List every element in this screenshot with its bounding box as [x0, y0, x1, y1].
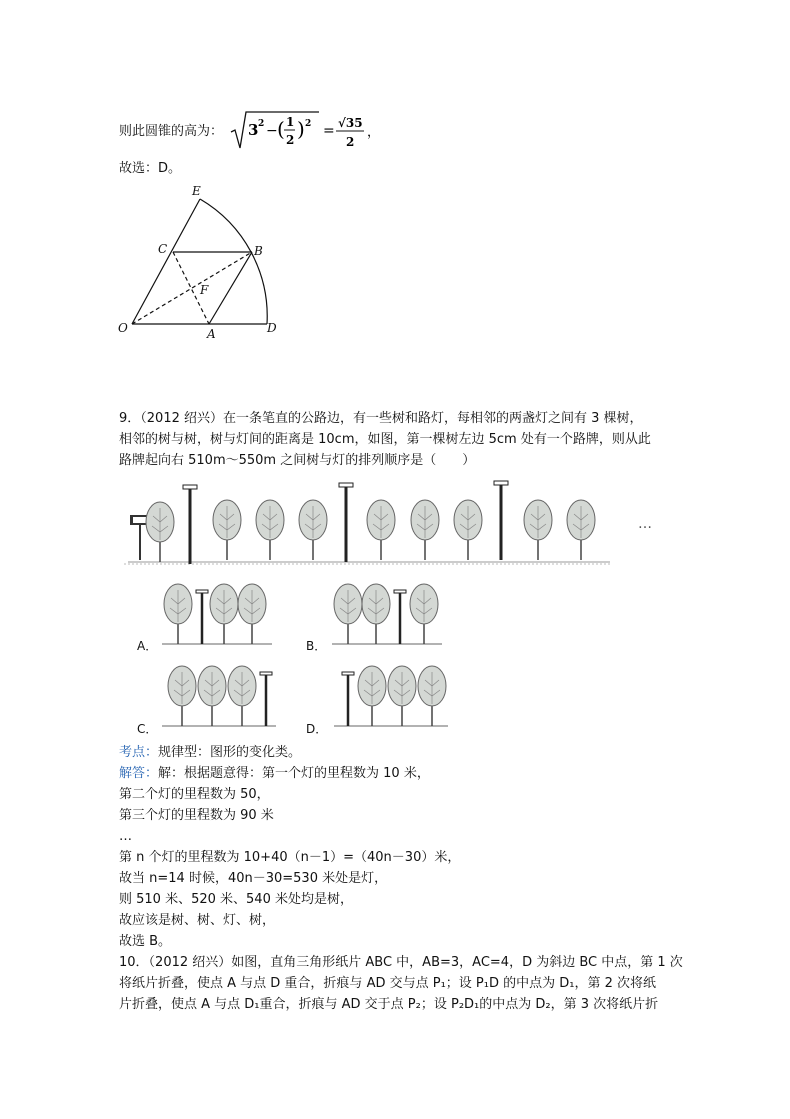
solution-line1: 解：根据题意得：第一个灯的里程数为 10 米，	[158, 766, 430, 781]
option-a-figure	[160, 588, 275, 648]
tree-icon	[228, 666, 256, 726]
solution-line9: 故选 B。	[119, 934, 172, 949]
tree-icon	[418, 666, 446, 726]
frac-numerator: 1	[286, 115, 295, 129]
option-a-label: A．	[137, 639, 158, 653]
label-C: C	[158, 242, 168, 256]
label-A: A	[207, 327, 216, 341]
svg-text:(: (	[277, 117, 285, 141]
option-c-figure	[160, 670, 280, 730]
option-d-label: D．	[306, 722, 328, 736]
formula-prefix: 则此圆锥的高为：	[119, 124, 224, 139]
q9-line2: 相邻的树与树，树与灯间的距离是 10cm，如图，第一棵树左边 5cm 处有一个路牌，则从此	[119, 432, 651, 447]
sector-rhombus-figure	[110, 182, 290, 342]
lamp-icon	[183, 485, 197, 564]
tree-icon	[213, 500, 241, 560]
kaodian-line	[119, 744, 301, 762]
jieda-label: 解答：	[119, 766, 159, 781]
option-b-figure	[330, 588, 445, 648]
radicand-base: 3	[248, 121, 259, 139]
label-F: F	[200, 283, 209, 297]
tree-icon	[299, 500, 327, 560]
formula-expression	[227, 106, 381, 154]
tree-icon	[164, 584, 192, 644]
solution-line7: 则 510 米、520 米、540 米处均是树，	[119, 892, 353, 907]
tree-icon	[198, 666, 226, 726]
tree-icon	[256, 500, 284, 560]
exponent-2: 2	[305, 119, 312, 129]
tree-icon	[524, 500, 552, 560]
label-O: O	[118, 321, 128, 335]
lamp-icon	[260, 672, 272, 726]
frac-denominator: 2	[286, 133, 295, 147]
answer-8: 故选：D。	[119, 161, 182, 176]
lamp-icon	[494, 481, 508, 560]
tree-icon	[567, 500, 595, 560]
label-E: E	[192, 184, 201, 198]
lamp-icon	[394, 590, 406, 644]
kaodian-label: 考点：	[119, 745, 159, 760]
solution-line6: 故当 n=14 时候，40n－30=530 米处是灯，	[119, 871, 388, 886]
q9-line1: 9．（2012 绍兴）在一条笔直的公路边，有一些树和路灯，每相邻的两盏灯之间有 3 棵树，	[119, 411, 643, 426]
result-denominator: 2	[346, 135, 355, 149]
q10-line1: 10．（2012 绍兴）如图，直角三角形纸片 ABC 中，AB=3，AC=4，D 为斜边 BC 中点，第 1 次	[119, 955, 683, 970]
tree-icon	[334, 584, 362, 644]
tree-icon	[411, 500, 439, 560]
minus-sign: −	[266, 123, 278, 139]
solution-line8: 故应该是树、树、灯、树，	[119, 913, 276, 928]
solution-line2: 第二个灯的里程数为 50，	[119, 787, 270, 802]
kaodian-text: 规律型：图形的变化类。	[158, 745, 302, 760]
label-D: D	[267, 321, 277, 335]
tree-icon	[168, 666, 196, 726]
q9-line3: 路牌起向右 510m～550m 之间树与灯的排列顺序是（ ）	[119, 453, 476, 468]
q10-line3: 片折叠，使点 A 与点 D₁重合，折痕与 AD 交于点 P₂；设 P₂D₁的中点为 D₂，第 3 次将纸片折	[119, 997, 659, 1012]
option-b-label: B．	[306, 639, 327, 653]
ellipsis: …	[638, 516, 652, 532]
solution-line3: 第三个灯的里程数为 90 米	[119, 808, 274, 823]
lamp-icon	[342, 672, 354, 726]
solution-line4: …	[119, 829, 132, 844]
tree-icon	[358, 666, 386, 726]
svg-text:): )	[297, 117, 305, 141]
tree-icon	[210, 584, 238, 644]
tree-icon	[454, 500, 482, 560]
tree-icon	[388, 666, 416, 726]
formula-tail: ，	[367, 125, 381, 140]
exponent-1: 2	[258, 119, 265, 129]
option-c-label: C．	[137, 722, 158, 736]
q10-line2: 将纸片折叠，使点 A 与点 D 重合，折痕与 AD 交与点 P₁；设 P₁D 的中点为 D₁，第 2 次将纸	[119, 976, 656, 991]
tree-icon	[410, 584, 438, 644]
tree-icon	[146, 502, 174, 562]
equals-sign: =	[323, 123, 335, 139]
jieda-line	[119, 765, 430, 783]
tree-icon	[238, 584, 266, 644]
option-d-figure	[332, 670, 452, 730]
label-B: B	[254, 244, 263, 258]
result-numerator: √35	[338, 116, 363, 130]
lamp-icon	[339, 483, 353, 562]
tree-icon	[362, 584, 390, 644]
solution-line5: 第 n 个灯的里程数为 10+40（n－1）=（40n－30）米，	[119, 850, 461, 865]
road-trees-lamps-figure	[120, 478, 670, 570]
tree-icon	[367, 500, 395, 560]
lamp-icon	[196, 590, 208, 644]
